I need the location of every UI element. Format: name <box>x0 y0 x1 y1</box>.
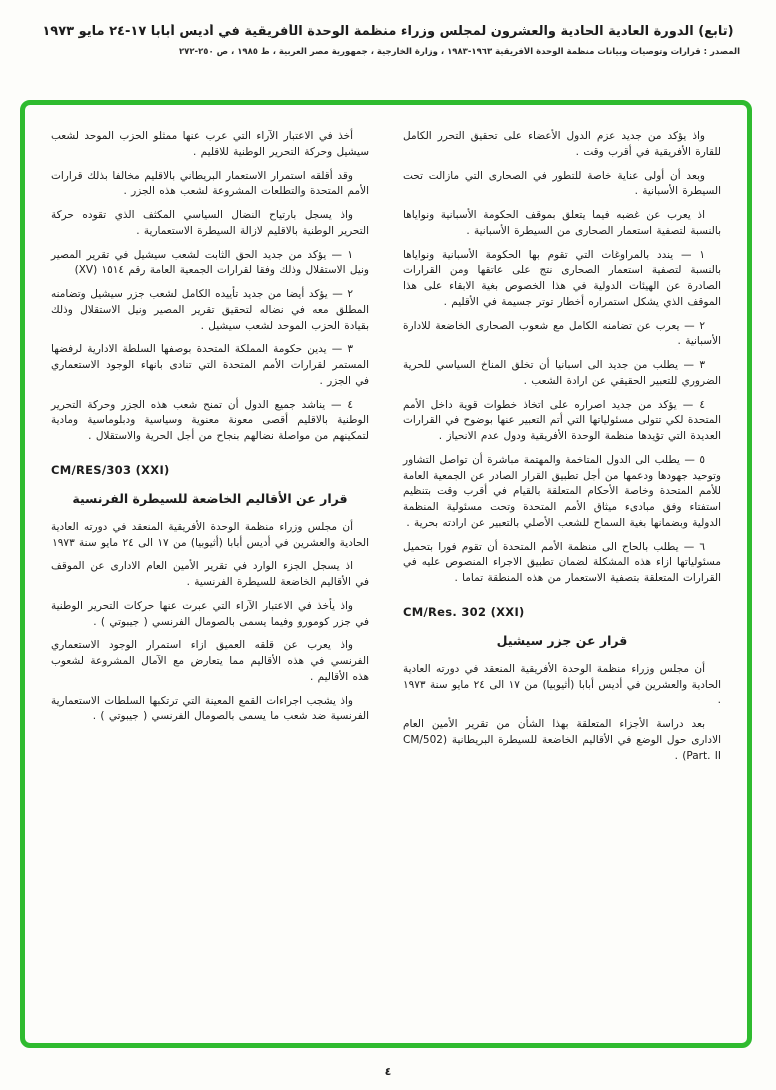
paragraph: اذ يسجل الجزء الوارد في تقرير الأمين العام الادارى عن الموقف في الأقاليم الخاضعة للسيطرة الفرنسية . <box>51 560 369 588</box>
resolution-title: قرار عن جزر سيشيل <box>496 632 628 648</box>
paragraph: بعد دراسة الأجزاء المتعلقة بهذا الشأن من تقرير الأمين العام الادارى حول الوضع في الأقاليم الخاضعة للسيطرة البريطانية (CM/502 Part. II) . <box>403 718 721 762</box>
column-right <box>403 129 721 1027</box>
resolution-code: CM/RES/303 (XXI) <box>51 462 170 477</box>
paragraph: ٣ — يدين حكومة المملكة المتحدة بوصفها السلطة الادارية لرفضها المستمر لقرارات الأمم المتحدة التي تنادى بانهاء الوجود الاستعماري في الجزر . <box>51 343 369 387</box>
paragraph: واذ يأخذ في الاعتبار الآراء التي عبرت عنها حركات التحرير الوطنية في جزر كومورو وفيما يسمى بالصومال الفرنسي ( جيبوتي ) . <box>51 599 369 628</box>
page-number: ٤ <box>384 1065 392 1078</box>
paragraph: ٤ — يؤكد من جديد اصراره على اتخاذ خطوات قوية داخل الأمم المتحدة لكي تتولى مسئولياتها التي أتم التعبير عنها بوضوح في القرارات العديدة التي تؤيدها منظمة الوحدة الأفريقية ودول عدم الانحياز . <box>403 398 721 442</box>
column-left <box>51 129 369 1027</box>
paragraph: واذ يؤكد من جديد عزم الدول الأعضاء على تحقيق التحرر الكامل للقارة الأفريقية في أقرب وقت . <box>403 130 721 158</box>
paragraph: وقد أقلقه استمرار الاستعمار البريطاني بالاقليم مخالفا بذلك قرارات الأمم المتحدة والتطلعات المشروعة لشعب هذه الجزر . <box>51 169 369 198</box>
paragraph: اذ يعرب عن غضبه فيما يتعلق بموقف الحكومة الأسبانية ونواياها بالنسبة لتصفية استعمار الصحارى من السيطرة الأسبانية . <box>403 209 721 237</box>
paragraph: أن مجلس وزراء منظمة الوحدة الأفريقية المنعقد في دورته العادية الحادية والعشرين في أديس أبابا (أثيوبيا) من ١٧ الى ٢٤ مايو سنة ١٩٧٣ . <box>403 662 722 707</box>
session-title: (تابع) الدورة العادية الحادية والعشرون لمجلس وزراء منظمة الوحدة الأفريقية في أديس أبابا ١٧-٢٤ مايو ١٩٧٣ <box>42 24 734 39</box>
paragraph: ٣ — يطلب من جديد الى اسبانيا أن تخلق المناخ السياسي للحرية الضروري للتعبير الحقيقي عن ارادة الشعب . <box>403 359 721 387</box>
paragraph: ٥ — يطلب الى الدول المتاخمة والمهتمة مباشرة أن تواصل التشاور وتوحيد جهودها ودعمها من أجل تطبيق القرار الصادر عن الجمعية العامة للأمم المتحدة وخاصة الأحكام المتعلقة بالقيام في أقرب وقت بتنظيم استفتاء وفق مبادىء ميثاق الأمم المتحدة وتحت مسئولية المنظمة الدولية وبضمانها بغية السماح للشعب الأصلي بالتعبير عن ارادته بحرية . <box>403 453 721 529</box>
paragraph: ٤ — يناشد جميع الدول أن تمنح شعب هذه الجزر وحركة التحرير الوطنية بالاقليم أقصى معونة معنوية وسياسية ودبلوماسية ومادية لتمكينهم من مواصلة نضالهم بنجاح من أجل الحرية والاستقلال . <box>51 398 369 442</box>
paragraph: واذ يشجب اجراءات القمع المعينة التي ترتكبها السلطات الاستعمارية الفرنسية ضد شعب ما يسمى بالصومال الفرنسي ( جيبوتي ) . <box>51 694 369 723</box>
paragraph: ٢ — يعرب عن تضامنه الكامل مع شعوب الصحارى الخاضعة للادارة الأسبانية . <box>403 319 721 348</box>
paragraph: وبعد أن أولى عناية خاصة للتطور في الصحارى التي مازالت تحت السيطرة الأسبانية . <box>403 169 721 198</box>
paragraph: ٢ — يؤكد أيضا من جديد تأييده الكامل لشعب جزر سيشيل وتضامنه المطلق معه في نضاله لتحقيق تقرير المصير ونيل الاستقلال وذلك بقيادة الحزب الموحد لشعب سيشيل . <box>51 288 369 332</box>
paragraph: أخذ في الاعتبار الآراء التي عرب عنها ممثلو الحزب الموحد لشعب سيشيل وحركة التحرير الوطنية للاقليم . <box>51 130 369 158</box>
paragraph: ٦ — يطلب بالحاح الى منظمة الأمم المتحدة أن تقوم فورا بتحميل مسئولياتها ازاء هذه المشكلة لضمان تطبيق الاجراء المنصوص عليه في القرارات المتعلقة بتصفية الاستعمار من هذه المنطقة تماما . <box>403 540 721 584</box>
page-header <box>0 0 776 57</box>
resolution-title: قرار عن الأقاليم الخاضعة للسيطرة الفرنسية <box>72 490 348 506</box>
paragraph: ١ — يؤكد من جديد الحق الثابت لشعب سيشيل في تقرير المصير ونيل الاستقلال وذلك وفقا لقرارات الجمعية العامة رقم ١٥١٤ (XV) <box>51 248 369 277</box>
source-line: المصدر : قرارات وتوصيات وبيانات منظمة الوحدة الأفريقية ١٩٦٣-١٩٨٣ ، وزارة الخارجية ، جمهورية مصر العربية ، ط ١٩٨٥ ، ص ٢٥٠-٢٧٢ <box>178 47 740 57</box>
resolution-code: CM/Res. 302 (XXI) <box>403 604 525 619</box>
paragraph: ١ — يندد بالمراوغات التي تقوم بها الحكومة الأسبانية ونواياها بالنسبة لتصفية استعمار الصحارى نتج على عاتقها ومن القرارات الصادرة عن الهيئات الدولية في هذا الخصوص بغية الابقاء على هذا الموقف الذي يشكل استمراره أخطار توتر جسيمة في الأقليم . <box>403 248 721 308</box>
document-frame <box>20 100 752 1048</box>
paragraph: أن مجلس وزراء منظمة الوحدة الأفريقية المنعقد في دورته العادية الحادية والعشرين في أديس أبابا (أثيوبيا) من ١٧ الى ٢٤ مايو سنة ١٩٧٣ <box>51 520 369 549</box>
two-column-layout <box>51 129 721 1027</box>
paragraph: واذ يسجل بارتياح النضال السياسي المكثف الذي تقوده حركة التحرير الوطنية بالاقليم لازالة السيطرة الاستعمارية . <box>51 209 369 237</box>
paragraph: واذ يعرب عن قلقه العميق ازاء استمرار الوجود الاستعماري الفرنسي في هذه الأقاليم مما يتعارض مع الآمال المشروعة لشعوب هذه الأقاليم . <box>51 639 369 683</box>
